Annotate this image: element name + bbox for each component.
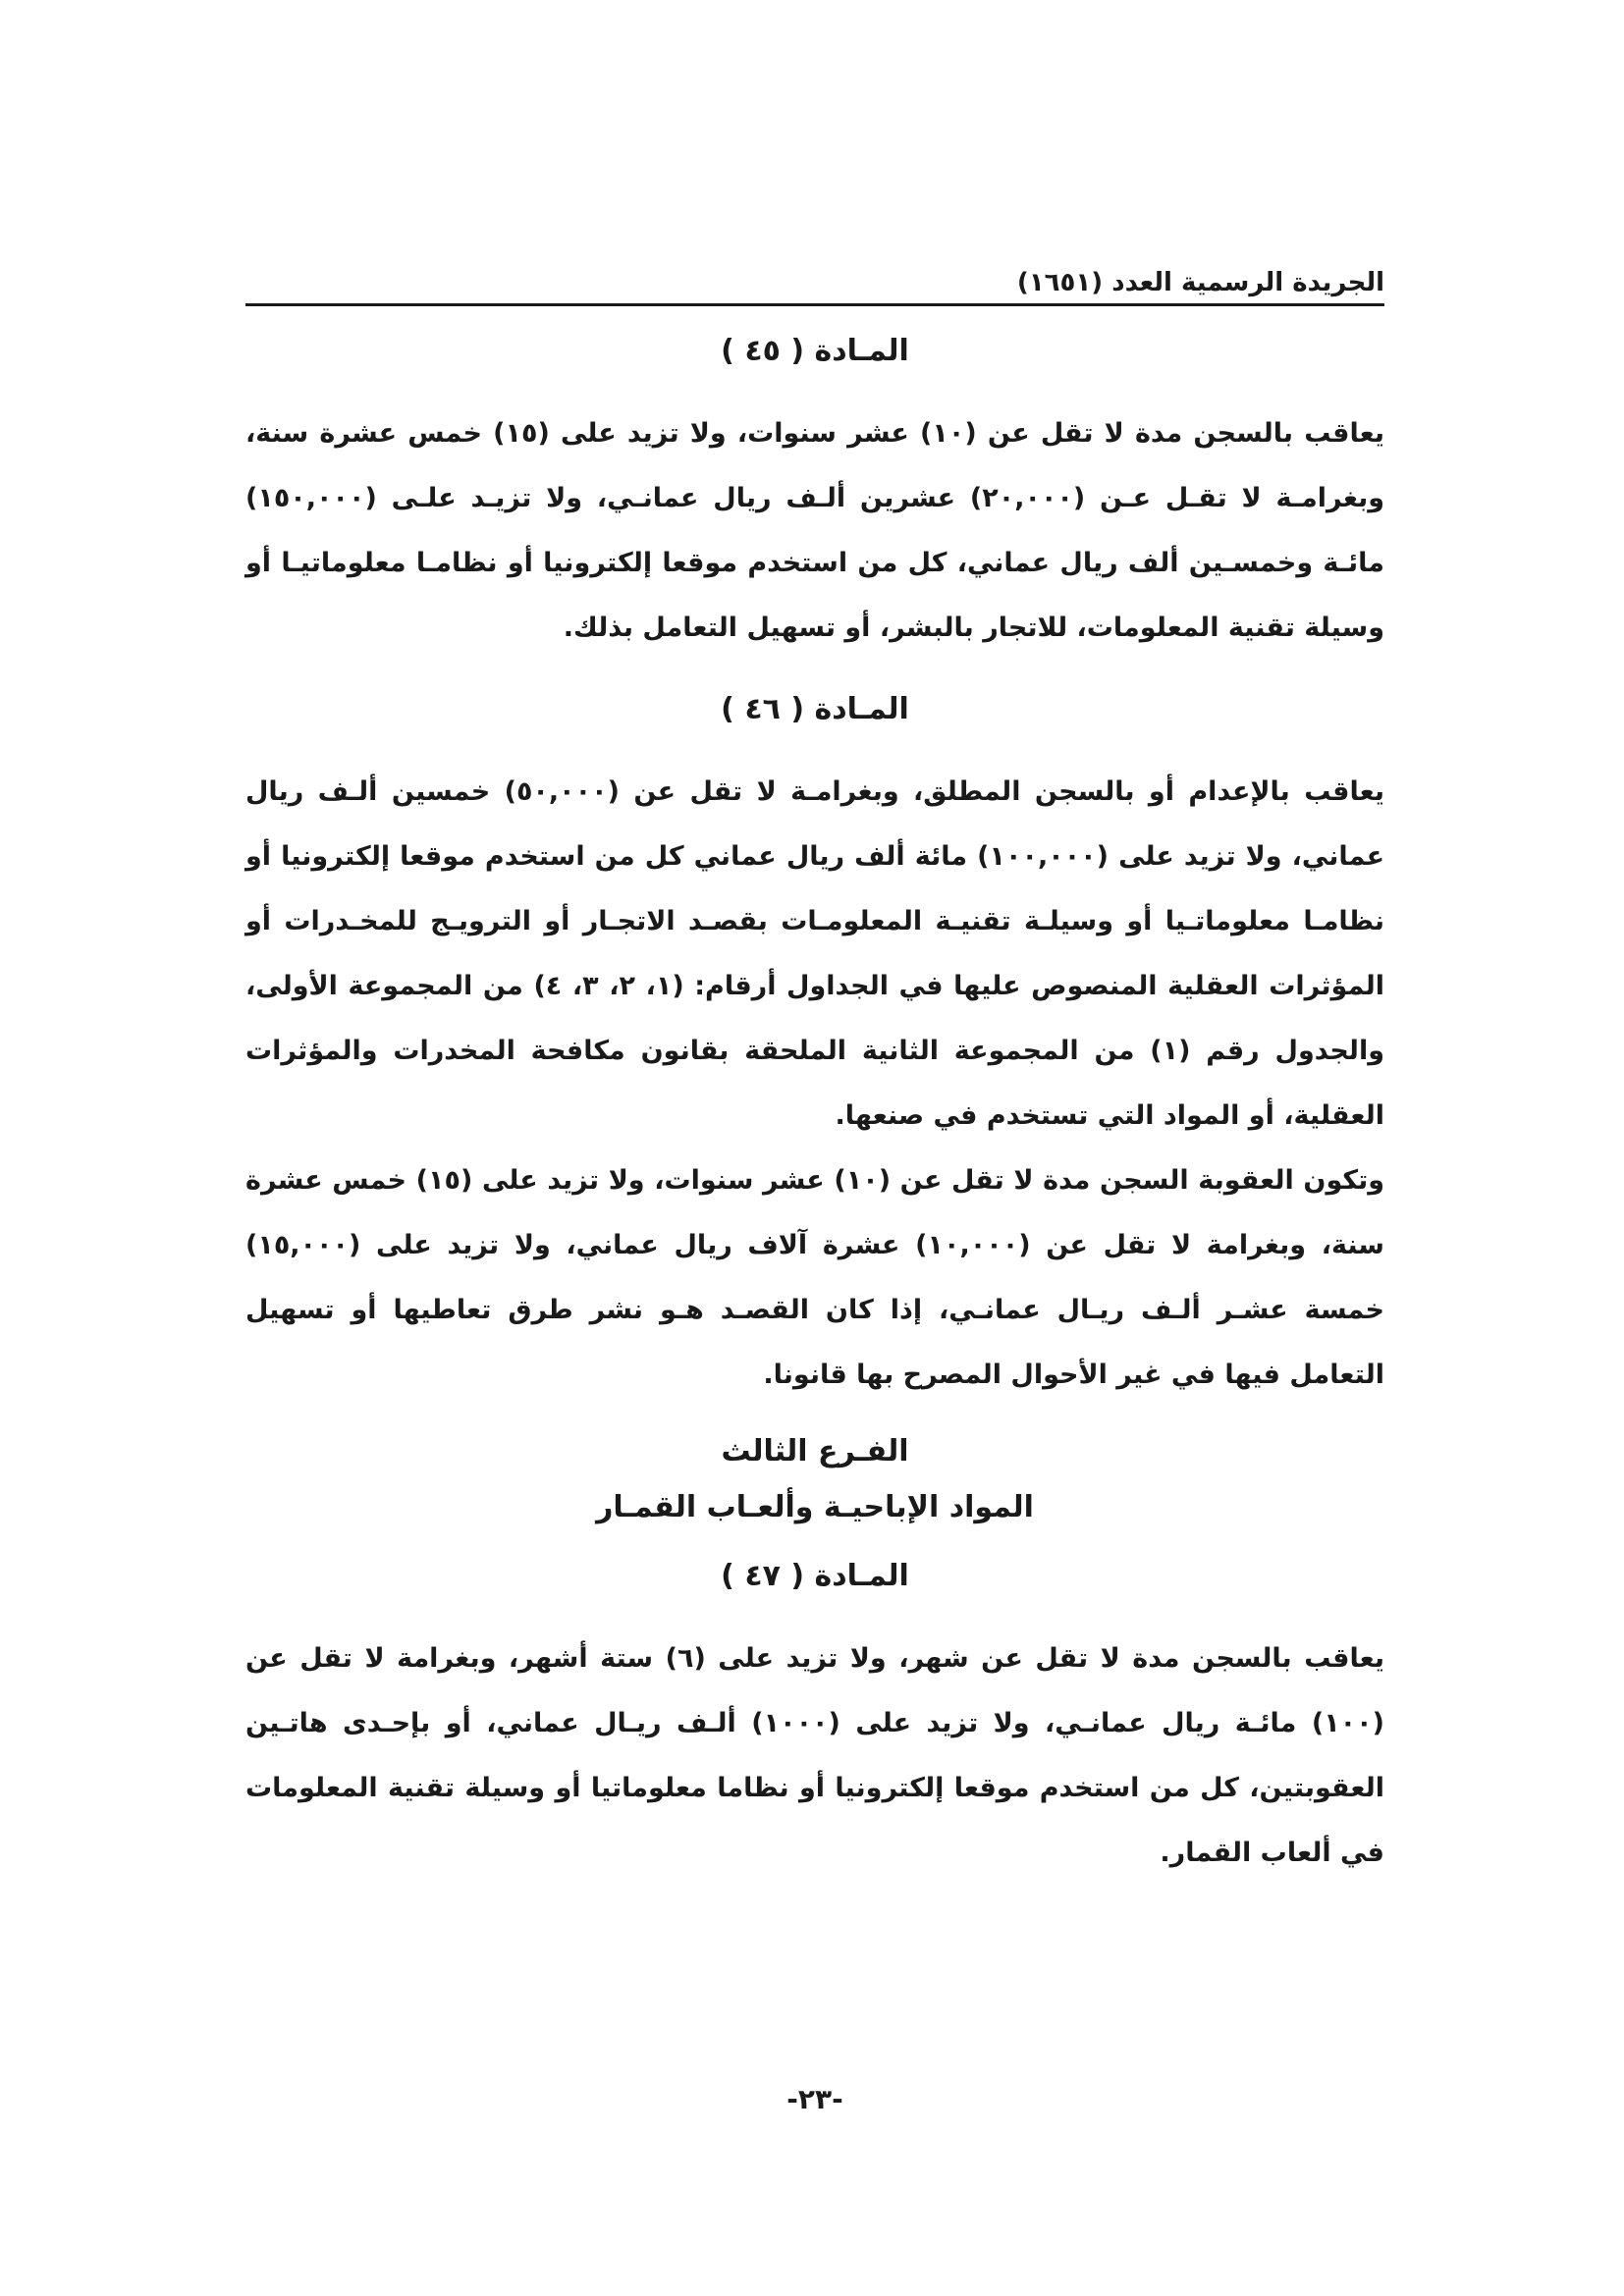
article-45-title: المـادة ( ٤٥ )	[721, 334, 909, 368]
article-47-title: المـادة ( ٤٧ )	[721, 1559, 909, 1593]
running-header	[245, 257, 1384, 306]
page-number: -٢٣-	[786, 2083, 843, 2115]
running-header-title: الجريدة الرسمية العدد (١٦٥١)	[1016, 268, 1384, 297]
document-page	[245, 257, 1384, 2201]
article-46-paragraph-1: يعاقب بالإعدام أو بالسجن المطلق، وبغرامـة لا تقل عن (٥٠,٠٠٠) خمسين ألـف ريال عماني، ولا تزيد على (١٠٠,٠٠٠) مائة ألف ريال عماني كل من استخدم موقعا إلكترونيا أو نظامـا معلوماتـيا أو وسيلـة تقنيـة المعلومـات بقصـد الاتجـار أو الترويـج للمخـدرات أو المؤثرات العقلية المنصوص عليها في الجداول أرقام: (١، ٢، ٣، ٤) من المجموعة الأولى، والجدول رقم (١) من المجموعة الثانية الملحقة بقانون مكافحة المخدرات والمؤثرات العقلية، أو المواد التي تستخدم في صنعها.	[245, 776, 1385, 1131]
section-subtitle: المواد الإباحيـة وألعـاب القمـار	[596, 1490, 1034, 1524]
article-46-title: المـادة ( ٤٦ )	[721, 692, 909, 726]
article-47-paragraph: يعاقب بالسجن مدة لا تقل عن شهر، ولا تزيد على (٦) ستة أشهر، وبغرامة لا تقل عن (١٠٠) مائـة ريال عمانـي، ولا تزيد على (١٠٠٠) ألـف ريـال عماني، أو بإحـدى هاتـين العقوبتين، كل من استخدم موقعا إلكترونيا أو نظاما معلوماتيا أو وسيلة تقنية المعلومات في ألعاب القمار.	[245, 1643, 1384, 1868]
section-branch-title: الفـرع الثالث	[721, 1434, 909, 1468]
article-45-paragraph: يعاقب بالسجن مدة لا تقل عن (١٠) عشر سنوات، ولا تزيد على (١٥) خمس عشرة سنة، وبغرامـة لا تقـل عـن (٢٠,٠٠٠) عشرين ألـف ريال عمانـي، ولا تزيـد علـى (١٥٠,٠٠٠) مائـة وخمسـين ألف ريال عماني، كل من استخدم موقعا إلكترونيا أو نظامـا معلوماتيـا أو وسيلة تقنية المعلومات، للاتجار بالبشر، أو تسهيل التعامل بذلك.	[245, 418, 1384, 643]
article-46-paragraph-2: وتكون العقوبة السجن مدة لا تقل عن (١٠) عشر سنوات، ولا تزيد على (١٥) خمس عشرة سنة، وبغرامة لا تقل عن (١٠,٠٠٠) عشرة آلاف ريال عماني، ولا تزيد على (١٥,٠٠٠) خمسة عشـر ألـف ريـال عمانـي، إذا كان القصـد هـو نشر طرق تعاطيها أو تسهيل التعامل فيها في غير الأحوال المصرح بها قانونا.	[245, 1165, 1385, 1390]
